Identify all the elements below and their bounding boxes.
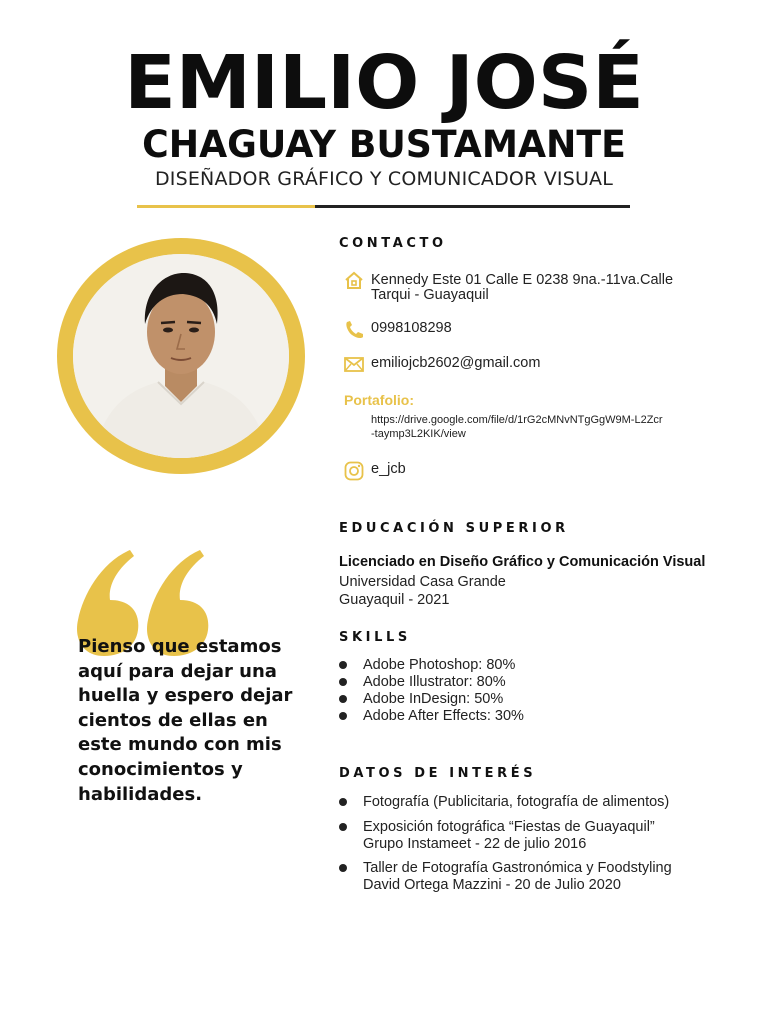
bullet-icon [339,695,347,703]
header-rule-accent [137,205,315,208]
interest-item-line-2: Grupo Instameet - 22 de julio 2016 [363,836,587,852]
job-title: DISEÑADOR GRÁFICO Y COMUNICADOR VISUAL [154,168,614,190]
school-name: Universidad Casa Grande [339,574,506,590]
portfolio-url-line-1[interactable]: https://drive.google.com/file/d/1rG2cMNvNTgGgW9M-L2Zcr [371,414,663,426]
interest-item-line-1: Exposición fotográfica “Fiestas de Guayaquil” [363,819,655,835]
bullet-icon [339,712,347,720]
bullet-icon [339,864,347,872]
interest-item-line-1: Fotografía (Publicitaria, fotografía de alimentos) [363,794,670,810]
address-line-2: Tarqui - Guayaquil [371,287,489,303]
interest-item-line-1: Taller de Fotografía Gastronómica y Foodstyling [363,860,672,876]
portfolio-url-line-2[interactable]: -taymp3L2KIK/view [371,428,466,440]
mail-icon [343,353,365,375]
instagram-handle[interactable]: e_jcb [371,461,406,477]
personal-quote: Pienso que estamos aquí para dejar una huella y espero dejar cientos de ellas en este mundo con mis conocimientos y habilidades. [78,636,293,805]
email-address[interactable]: emiliojcb2602@gmail.com [371,355,541,371]
education-heading: EDUCACIÓN SUPERIOR [339,521,569,536]
header-rule-dark [315,205,630,208]
interests-heading: DATOS DE INTERÉS [339,766,537,781]
contact-heading: CONTACTO [339,236,447,251]
skill-item: Adobe Illustrator: 80% [363,674,506,690]
skill-item: Adobe After Effects: 30% [363,708,524,724]
home-icon [343,269,365,291]
first-name: EMILIO JOSÉ [124,40,644,126]
bullet-icon [339,661,347,669]
bullet-icon [339,823,347,831]
phone-number[interactable]: 0998108298 [371,320,452,336]
degree-title: Licenciado en Diseño Gráfico y Comunicación Visual [339,554,706,570]
skill-item: Adobe InDesign: 50% [363,691,504,707]
portfolio-label: Portafolio: [344,392,414,408]
skills-heading: SKILLS [339,630,411,645]
person-illustration [73,254,289,458]
skill-item: Adobe Photoshop: 80% [363,657,516,673]
bullet-icon [339,798,347,806]
interest-item-line-2: David Ortega Mazzini - 20 de Julio 2020 [363,877,621,893]
bullet-icon [339,678,347,686]
school-place-year: Guayaquil - 2021 [339,592,450,608]
last-name: CHAGUAY BUSTAMANTE [142,123,626,166]
instagram-icon [343,460,365,482]
phone-icon [343,319,365,341]
profile-photo [73,254,289,458]
address-line-1: Kennedy Este 01 Calle E 0238 9na.-11va.Calle [371,272,674,288]
